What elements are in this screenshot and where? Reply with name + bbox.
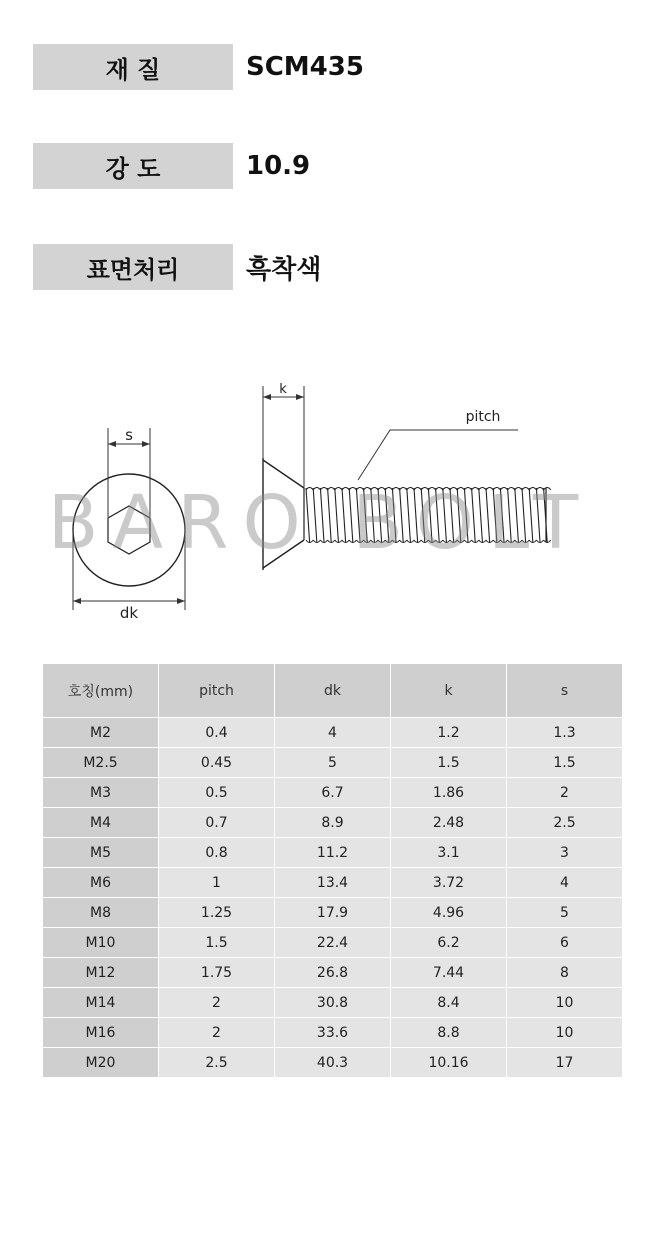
cell-nominal: M8 (43, 898, 159, 928)
cell-pitch: 1 (159, 868, 275, 898)
cell-k: 1.5 (391, 748, 507, 778)
cell-dk: 4 (275, 718, 391, 748)
cell-nominal: M20 (43, 1048, 159, 1078)
watermark-text: BARO BOLT (47, 480, 593, 566)
label-pitch: pitch (465, 409, 501, 425)
cell-k: 3.1 (391, 838, 507, 868)
cell-nominal: M4 (43, 808, 159, 838)
strength-label: 강 도 (33, 143, 233, 189)
cell-pitch: 1.75 (159, 958, 275, 988)
table-row (43, 748, 623, 778)
finish-value: 흑착색 (246, 254, 322, 285)
cell-dk: 30.8 (275, 988, 391, 1018)
cell-s: 2.5 (507, 808, 623, 838)
cell-dk: 13.4 (275, 868, 391, 898)
header-k: k (391, 664, 507, 718)
cell-k: 4.96 (391, 898, 507, 928)
cell-s: 10 (507, 988, 623, 1018)
cell-s: 4 (507, 868, 623, 898)
cell-dk: 33.6 (275, 1018, 391, 1048)
cell-dk: 40.3 (275, 1048, 391, 1078)
cell-dk: 22.4 (275, 928, 391, 958)
table-row (43, 928, 623, 958)
cell-s: 10 (507, 1018, 623, 1048)
label-s: s (125, 426, 133, 444)
header-pitch: pitch (159, 664, 275, 718)
bolt-diagram (0, 370, 660, 640)
cell-k: 7.44 (391, 958, 507, 988)
cell-pitch: 2.5 (159, 1048, 275, 1078)
cell-pitch: 2 (159, 1018, 275, 1048)
cell-dk: 6.7 (275, 778, 391, 808)
cell-nominal: M10 (43, 928, 159, 958)
finish-label: 표면처리 (33, 244, 233, 290)
cell-k: 8.8 (391, 1018, 507, 1048)
cell-s: 1.3 (507, 718, 623, 748)
cell-pitch: 0.5 (159, 778, 275, 808)
table-row (43, 958, 623, 988)
cell-nominal: M5 (43, 838, 159, 868)
cell-pitch: 1.25 (159, 898, 275, 928)
spec-table (42, 663, 623, 1078)
cell-s: 5 (507, 898, 623, 928)
header-nominal: 호칭(mm) (43, 664, 159, 718)
cell-dk: 26.8 (275, 958, 391, 988)
cell-k: 3.72 (391, 868, 507, 898)
cell-dk: 8.9 (275, 808, 391, 838)
cell-dk: 17.9 (275, 898, 391, 928)
table-row (43, 718, 623, 748)
table-header-row (43, 664, 623, 718)
cell-pitch: 1.5 (159, 928, 275, 958)
table-row (43, 808, 623, 838)
table-body (43, 718, 623, 1078)
cell-pitch: 0.8 (159, 838, 275, 868)
cell-k: 1.86 (391, 778, 507, 808)
cell-nominal: M6 (43, 868, 159, 898)
label-dk: dk (119, 604, 139, 622)
table-row (43, 1048, 623, 1078)
table-row (43, 988, 623, 1018)
cell-s: 8 (507, 958, 623, 988)
cell-s: 17 (507, 1048, 623, 1078)
cell-k: 6.2 (391, 928, 507, 958)
cell-nominal: M16 (43, 1018, 159, 1048)
cell-k: 2.48 (391, 808, 507, 838)
cell-k: 10.16 (391, 1048, 507, 1078)
table-row (43, 898, 623, 928)
label-k: k (279, 382, 287, 397)
cell-pitch: 0.7 (159, 808, 275, 838)
material-label: 재 질 (33, 44, 233, 90)
header-dk: dk (275, 664, 391, 718)
cell-nominal: M3 (43, 778, 159, 808)
cell-nominal: M12 (43, 958, 159, 988)
cell-s: 3 (507, 838, 623, 868)
cell-s: 1.5 (507, 748, 623, 778)
header-s: s (507, 664, 623, 718)
strength-value: 10.9 (246, 151, 311, 181)
cell-s: 2 (507, 778, 623, 808)
cell-k: 1.2 (391, 718, 507, 748)
cell-nominal: M2.5 (43, 748, 159, 778)
material-value: SCM435 (246, 52, 364, 82)
table-row (43, 1018, 623, 1048)
cell-nominal: M14 (43, 988, 159, 1018)
cell-k: 8.4 (391, 988, 507, 1018)
table-row (43, 838, 623, 868)
cell-s: 6 (507, 928, 623, 958)
cell-nominal: M2 (43, 718, 159, 748)
cell-pitch: 0.4 (159, 718, 275, 748)
table-row (43, 868, 623, 898)
table-row (43, 778, 623, 808)
cell-pitch: 0.45 (159, 748, 275, 778)
cell-dk: 11.2 (275, 838, 391, 868)
cell-dk: 5 (275, 748, 391, 778)
cell-pitch: 2 (159, 988, 275, 1018)
